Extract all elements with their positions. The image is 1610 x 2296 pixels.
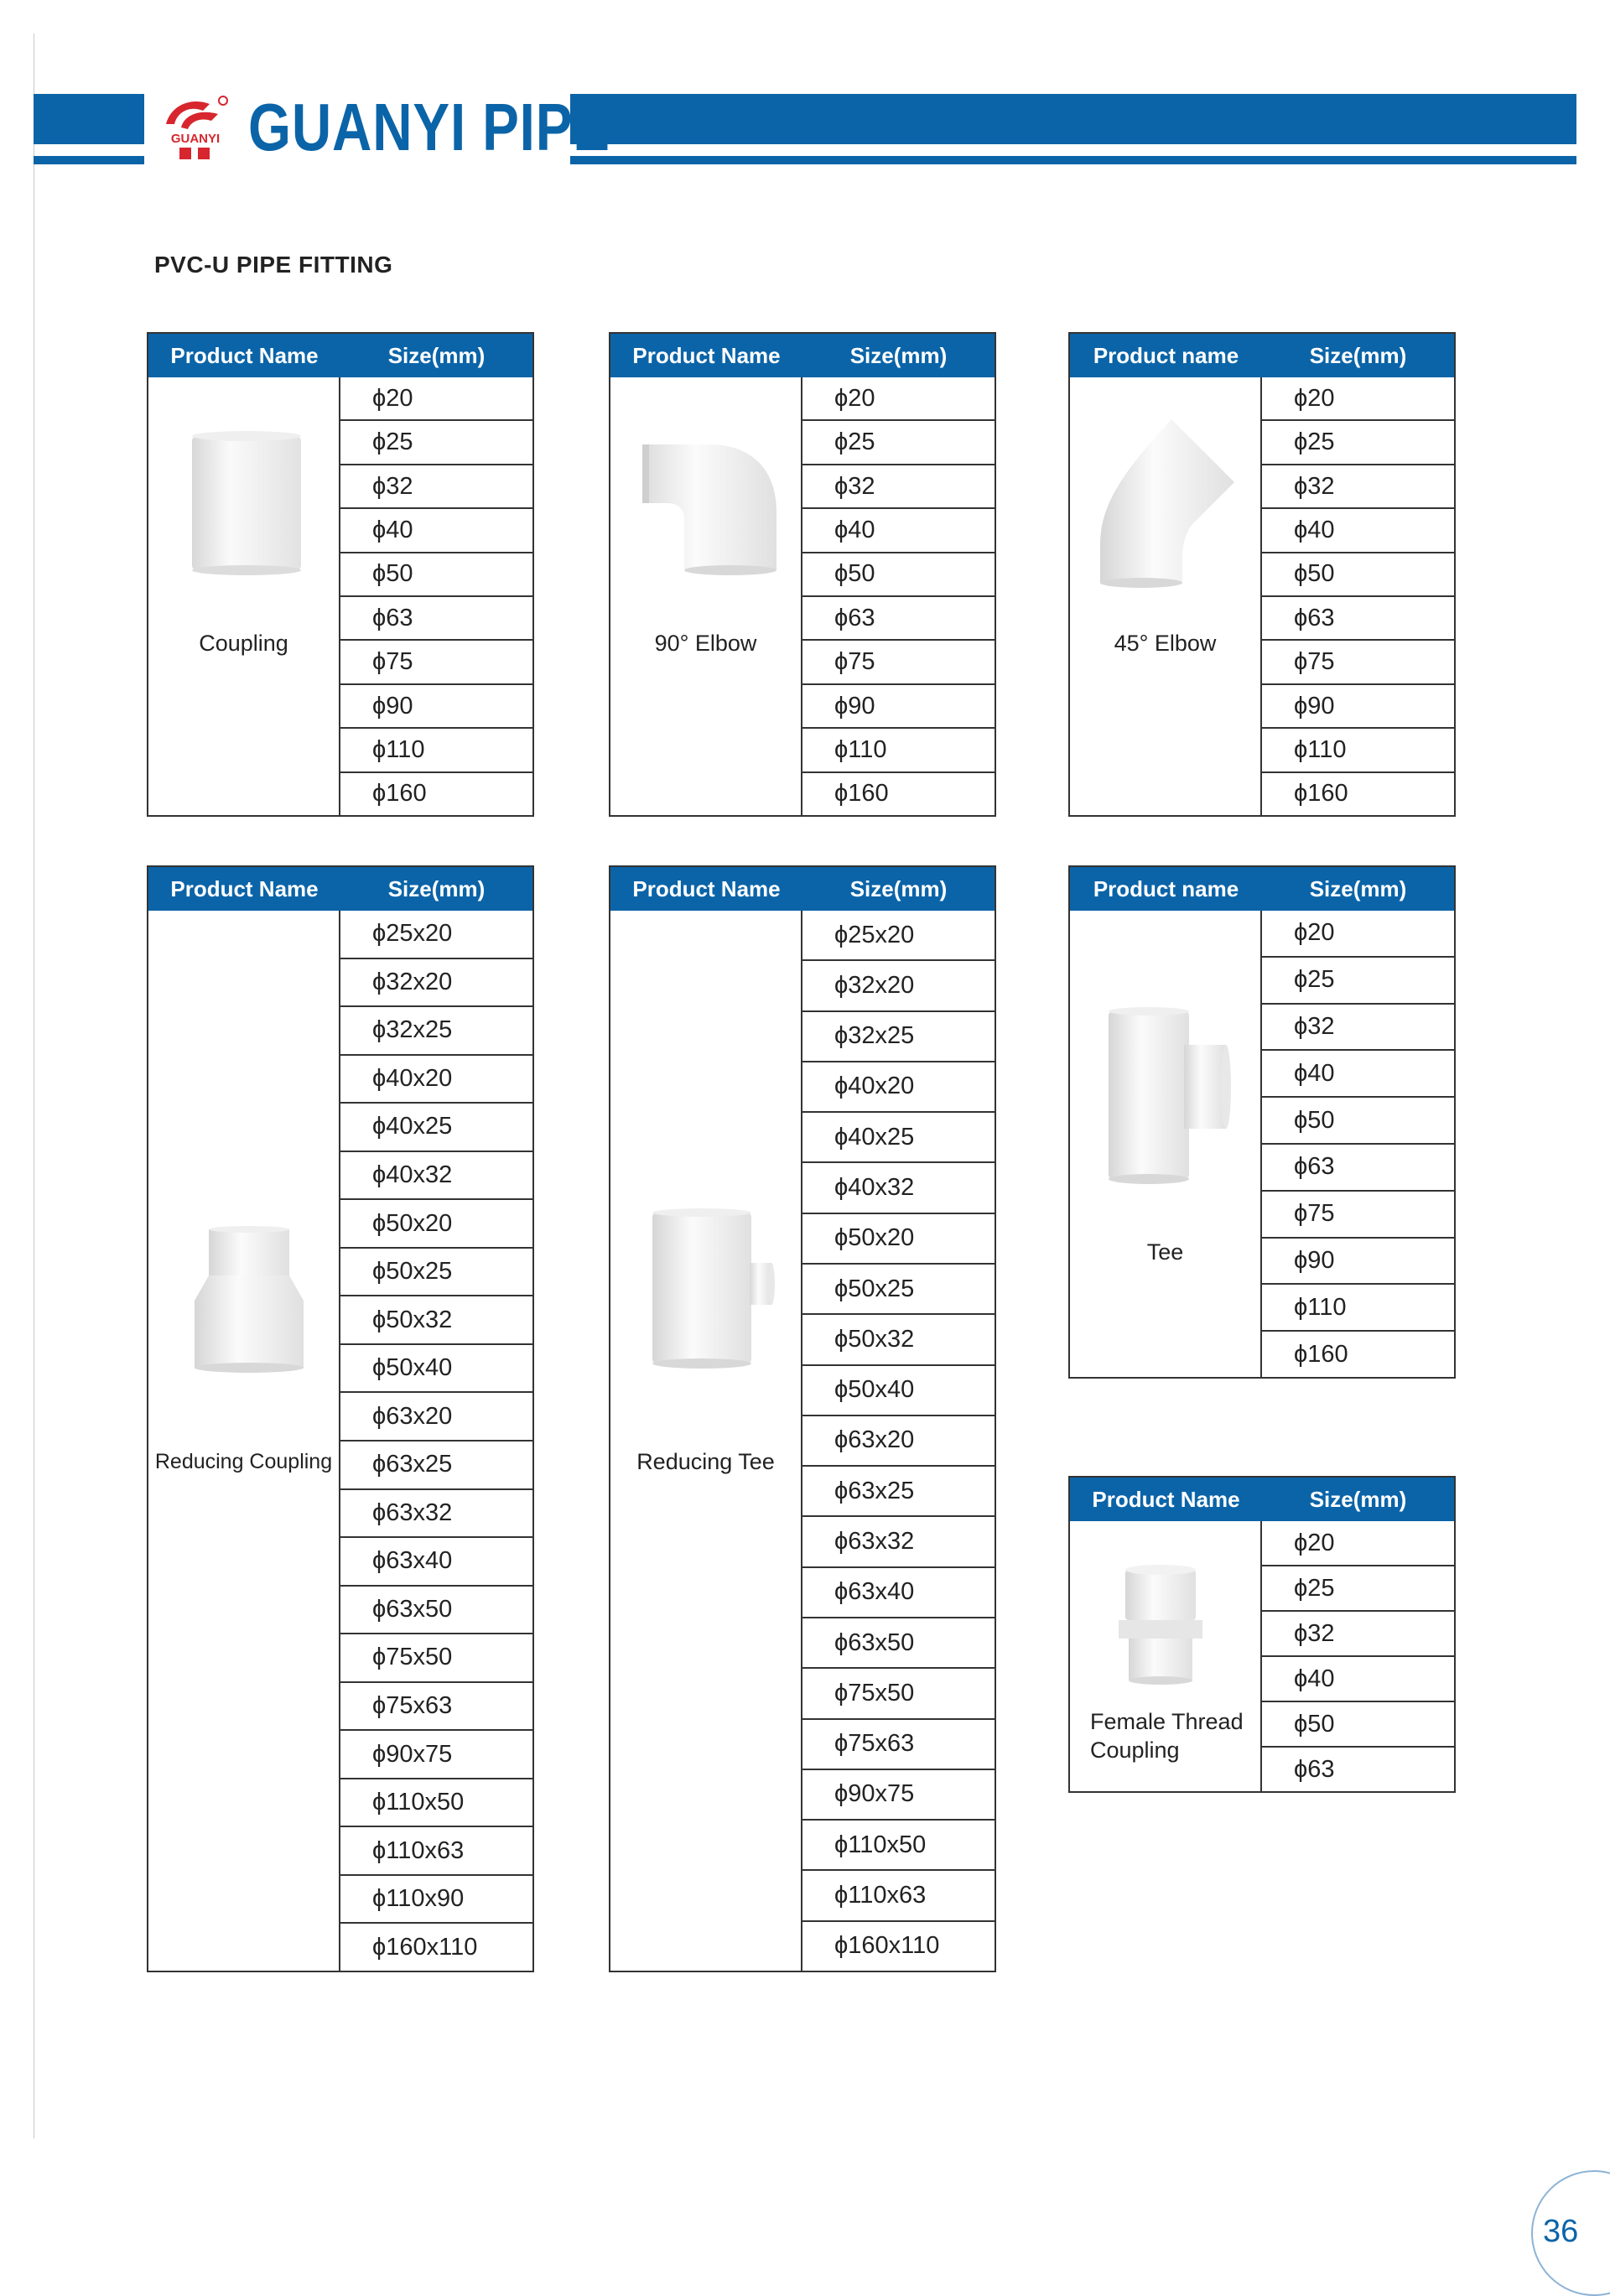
header-band-left-thin: [34, 156, 144, 164]
size-cell: ϕ50x40: [340, 1345, 532, 1394]
guanyi-logo-icon: [159, 92, 231, 164]
size-cell: ϕ63x50: [802, 1618, 995, 1669]
table-body: [610, 911, 995, 1971]
size-cell: ϕ63x25: [802, 1467, 995, 1517]
table-header: [1070, 1478, 1454, 1521]
product-cell: [610, 377, 802, 815]
size-cell: ϕ50x25: [802, 1265, 995, 1315]
size-cell: ϕ40: [802, 509, 995, 553]
size-cell: ϕ40: [340, 509, 532, 553]
elbow-45-icon: [1092, 411, 1243, 595]
size-cell: ϕ40: [1262, 509, 1454, 553]
size-cell: ϕ50x20: [340, 1200, 532, 1249]
size-cell: ϕ110: [1262, 1285, 1454, 1332]
size-list: [1262, 1521, 1454, 1791]
size-cell: ϕ63: [340, 597, 532, 641]
size-cell: ϕ90: [1262, 685, 1454, 729]
fitting-table-reducing-tee: [609, 865, 996, 1972]
table-header: [148, 334, 532, 377]
size-cell: ϕ40x20: [802, 1062, 995, 1113]
table-header: [610, 867, 995, 911]
size-cell: ϕ63x50: [340, 1587, 532, 1635]
header-band-left: [34, 94, 144, 144]
size-cell: ϕ110: [1262, 729, 1454, 772]
size-cell: ϕ63: [1294, 1755, 1335, 1783]
size-cell: ϕ63x20: [802, 1416, 995, 1467]
product-cell: [1070, 377, 1262, 815]
header-product-name: Product Name: [632, 342, 781, 368]
header-product-name: Product name: [1093, 342, 1239, 368]
size-cell: ϕ50: [340, 553, 532, 597]
size-cell: ϕ75: [1262, 1192, 1454, 1239]
size-cell: ϕ160x110: [834, 1932, 940, 1960]
header-size: Size(mm): [387, 342, 486, 368]
size-cell: ϕ160: [372, 780, 427, 808]
size-cell: ϕ75: [1262, 641, 1454, 684]
size-cell: ϕ50x25: [340, 1249, 532, 1297]
size-list: [340, 377, 532, 815]
product-name: Female Thread Coupling: [1090, 1709, 1244, 1763]
header-product-name: Product Name: [632, 875, 781, 901]
header-size: Size(mm): [387, 875, 486, 901]
size-cell: ϕ160: [834, 780, 889, 808]
header-product-name: Product Name: [170, 875, 319, 901]
tee-icon: [1100, 1003, 1234, 1187]
size-cell: ϕ90: [802, 685, 995, 729]
size-cell: ϕ90x75: [802, 1770, 995, 1821]
size-cell: ϕ40x20: [340, 1056, 532, 1104]
header-size: Size(mm): [849, 875, 948, 901]
size-cell: ϕ110x63: [802, 1871, 995, 1921]
page-number: 36: [1543, 2214, 1579, 2249]
product-cell: [1070, 911, 1262, 1377]
table-body: [1070, 911, 1454, 1377]
size-cell: ϕ63: [1262, 597, 1454, 641]
size-cell: ϕ50: [1262, 1098, 1454, 1145]
size-cell: ϕ63x32: [340, 1490, 532, 1539]
size-cell: ϕ75: [340, 641, 532, 684]
product-cell: [610, 911, 802, 1971]
header-product-name: Product Name: [1092, 1486, 1240, 1512]
size-cell: ϕ110x50: [340, 1779, 532, 1828]
size-cell: ϕ63x40: [340, 1538, 532, 1587]
header-size: Size(mm): [1309, 342, 1407, 368]
size-cell: ϕ50: [1262, 553, 1454, 597]
size-cell: ϕ110x50: [802, 1821, 995, 1871]
product-name: Reducing Coupling: [154, 1450, 333, 1473]
brand-name: GUANYI PIPE: [248, 90, 610, 164]
fitting-table-coupling: [147, 332, 534, 817]
size-cell: ϕ160x110: [372, 1933, 478, 1961]
size-cell: ϕ160: [1294, 780, 1348, 808]
size-cell: ϕ25: [1262, 421, 1454, 465]
svg-text:GUANYI: GUANYI: [170, 132, 221, 146]
size-cell: ϕ40x25: [340, 1104, 532, 1152]
table-body: [1070, 1521, 1454, 1791]
size-cell: ϕ160: [1294, 1340, 1348, 1368]
header-size: Size(mm): [1309, 1486, 1407, 1512]
size-cell: ϕ63: [1262, 1145, 1454, 1192]
size-cell: ϕ75x63: [802, 1720, 995, 1770]
header-product-name: Product name: [1093, 875, 1239, 901]
size-cell: ϕ75x63: [340, 1683, 532, 1732]
table-body: [148, 911, 532, 1971]
size-cell: ϕ110x63: [340, 1827, 532, 1876]
elbow-90-icon: [634, 428, 785, 579]
size-cell: ϕ50: [802, 553, 995, 597]
size-cell: ϕ20: [802, 377, 995, 421]
size-cell: ϕ40x32: [340, 1152, 532, 1201]
table-body: [148, 377, 532, 815]
reducing-coupling-icon: [190, 1221, 308, 1380]
fitting-table-90-elbow: [609, 332, 996, 817]
product-name: 90° Elbow: [654, 631, 757, 656]
size-cell: ϕ20: [340, 377, 532, 421]
size-list: [802, 911, 995, 1971]
product-name: Reducing Tee: [636, 1449, 775, 1474]
fitting-table-reducing-coupling: [147, 865, 534, 1972]
size-cell: ϕ25x20: [802, 911, 995, 961]
size-cell: ϕ40: [1262, 1657, 1454, 1702]
size-list: [1262, 911, 1454, 1377]
product-cell: [148, 911, 340, 1971]
size-cell: ϕ32: [1262, 1005, 1454, 1052]
size-cell: ϕ63x40: [802, 1568, 995, 1618]
size-list: [340, 911, 532, 1971]
size-list: [1262, 377, 1454, 815]
size-cell: ϕ25: [802, 421, 995, 465]
size-cell: ϕ32: [802, 465, 995, 509]
coupling-icon: [184, 428, 309, 579]
size-cell: ϕ50x20: [802, 1214, 995, 1265]
header-band-right-thin: [570, 156, 1576, 164]
size-cell: ϕ32: [1262, 465, 1454, 509]
table-body: [1070, 377, 1454, 815]
header-size: Size(mm): [849, 342, 948, 368]
size-cell: ϕ50x32: [340, 1296, 532, 1345]
table-header: [610, 334, 995, 377]
size-cell: ϕ32: [1262, 1612, 1454, 1657]
size-cell: ϕ63: [802, 597, 995, 641]
fitting-table-tee: [1068, 865, 1456, 1379]
size-cell: ϕ63x32: [802, 1517, 995, 1567]
size-cell: ϕ63x20: [340, 1393, 532, 1441]
fitting-table-45-elbow: [1068, 332, 1456, 817]
product-name: 45° Elbow: [1114, 631, 1217, 656]
size-cell: ϕ20: [1262, 377, 1454, 421]
size-cell: ϕ63x25: [340, 1441, 532, 1490]
header-product-name: Product Name: [170, 342, 319, 368]
product-name: Tee: [1146, 1239, 1184, 1265]
reducing-tee-icon: [644, 1204, 778, 1372]
size-cell: ϕ110x90: [340, 1876, 532, 1925]
size-cell: ϕ75: [802, 641, 995, 684]
size-cell: ϕ25x20: [340, 911, 532, 959]
size-cell: ϕ40x25: [802, 1113, 995, 1163]
size-cell: ϕ75x50: [340, 1634, 532, 1683]
product-name: Coupling: [199, 631, 288, 656]
section-title: PVC-U PIPE FITTING: [154, 252, 393, 278]
size-cell: ϕ110: [802, 729, 995, 772]
size-cell: ϕ32x25: [340, 1007, 532, 1056]
size-list: [802, 377, 995, 815]
size-cell: ϕ25: [1262, 958, 1454, 1005]
size-cell: ϕ90x75: [340, 1731, 532, 1779]
size-cell: ϕ90: [1262, 1239, 1454, 1286]
size-cell: ϕ32: [340, 465, 532, 509]
table-header: [148, 867, 532, 911]
table-header: [1070, 334, 1454, 377]
size-cell: ϕ40x32: [802, 1163, 995, 1213]
size-cell: ϕ40: [1262, 1051, 1454, 1098]
size-cell: ϕ32x20: [340, 959, 532, 1008]
product-cell: [148, 377, 340, 815]
table-header: [1070, 867, 1454, 911]
size-cell: ϕ50x40: [802, 1366, 995, 1416]
size-cell: ϕ32x25: [802, 1012, 995, 1062]
size-cell: ϕ25: [1262, 1566, 1454, 1612]
size-cell: ϕ75x50: [802, 1669, 995, 1719]
header-size: Size(mm): [1309, 875, 1407, 901]
female-thread-coupling-icon: [1110, 1563, 1211, 1689]
size-cell: ϕ25: [340, 421, 532, 465]
size-cell: ϕ50x32: [802, 1315, 995, 1365]
size-cell: ϕ50: [1262, 1702, 1454, 1748]
size-cell: ϕ32x20: [802, 961, 995, 1011]
fitting-table-female-thread-coupling: [1068, 1476, 1456, 1793]
table-body: [610, 377, 995, 815]
size-cell: ϕ20: [1262, 911, 1454, 958]
size-cell: ϕ110: [340, 729, 532, 772]
product-cell: [1070, 1521, 1262, 1791]
size-cell: ϕ90: [340, 685, 532, 729]
header-band-right: [570, 94, 1576, 144]
size-cell: ϕ20: [1262, 1521, 1454, 1566]
